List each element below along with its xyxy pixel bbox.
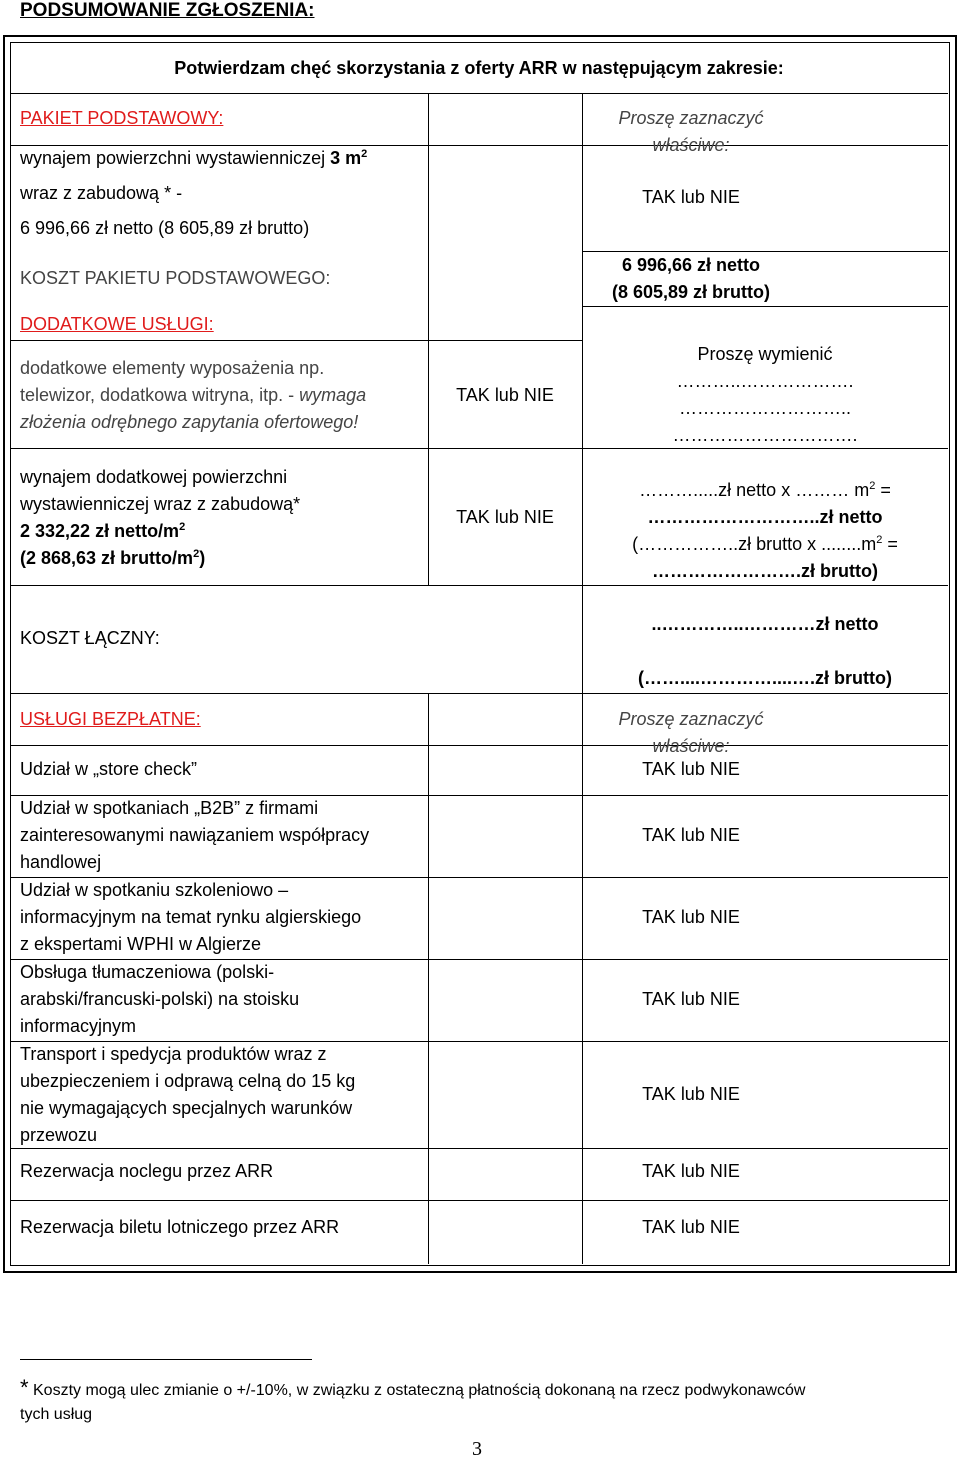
grid-line bbox=[10, 340, 582, 341]
free-row-line: Udział w spotkaniu szkoleniowo – bbox=[20, 880, 289, 900]
basic-package-title: PAKIET PODSTAWOWY: bbox=[20, 108, 224, 128]
free-row-choice[interactable]: TAK lub NIE bbox=[642, 907, 740, 927]
additional-title: DODATKOWE USŁUGI: bbox=[20, 314, 214, 334]
basic-cost-net: 6 996,66 zł netto bbox=[621, 255, 761, 275]
free-row-training bbox=[20, 877, 361, 958]
page-title: PODSUMOWANIE ZGŁOSZENIA: bbox=[20, 0, 315, 21]
free-row-line: arabski/francuski-polski) na stoisku bbox=[20, 989, 300, 1009]
basic-cost-label: KOSZT PAKIETU PODSTAWOWEGO: bbox=[20, 268, 331, 288]
extra-space-calc1[interactable]: ……….....zł netto x ……… $m^2$ = bbox=[639, 480, 891, 500]
free-row-line: zainteresowanymi nawiązaniem współpracy bbox=[20, 825, 370, 845]
free-row-line: nie wymagających specjalnych warunków bbox=[20, 1098, 353, 1118]
extra-space-calc3[interactable]: (……………..zł brutto x $........m^2$ = bbox=[632, 534, 898, 554]
grid-line bbox=[10, 693, 948, 694]
total-net[interactable]: ..…………..…………zł netto bbox=[651, 614, 879, 634]
total-gross[interactable]: (……....…………....….zł brutto) bbox=[638, 668, 892, 688]
footnote-line1: Koszty mogą ulec zmianie o +/-10%, w związku z ostateczną płatnością dokonaną na rzecz podwykonawców bbox=[28, 1382, 806, 1399]
free-row-line: handlowej bbox=[20, 852, 102, 872]
free-row-accommodation: Rezerwacja noclegu przez ARR bbox=[20, 1161, 274, 1181]
equipment-line1: dodatkowe elementy wyposażenia np. bbox=[20, 358, 325, 378]
basic-line2: wraz z zabudową * - bbox=[20, 183, 183, 203]
free-row-store-check: Udział w „store check” bbox=[20, 759, 198, 779]
grid-line bbox=[10, 585, 948, 586]
free-row-line: przewozu bbox=[20, 1125, 98, 1145]
free-row-line: Udział w spotkaniach „B2B” z firmami bbox=[20, 798, 319, 818]
equipment-dots-1[interactable]: ………..………………. bbox=[676, 371, 854, 391]
basic-choice[interactable]: TAK lub NIE bbox=[642, 187, 740, 207]
free-row-choice[interactable]: TAK lub NIE bbox=[642, 1084, 740, 1104]
free-row-choice[interactable]: TAK lub NIE bbox=[642, 825, 740, 845]
extra-space-line3: 2 332,22 zł netto/$m^2$ bbox=[20, 521, 186, 541]
free-row-choice[interactable]: TAK lub NIE bbox=[642, 1161, 740, 1181]
grid-line bbox=[10, 745, 948, 746]
intro-text: Potwierdzam chęć skorzystania z oferty ARR w następującym zakresie: bbox=[174, 58, 784, 78]
free-row-line: Obsługa tłumaczeniowa (polski- bbox=[20, 962, 275, 982]
grid-line bbox=[582, 306, 948, 307]
equipment-specify-label: Proszę wymienić bbox=[697, 344, 833, 364]
grid-line bbox=[10, 1200, 948, 1201]
extra-space-line4: (2 868,63 zł brutto/$m^2$) bbox=[20, 548, 206, 568]
extra-space-calc2[interactable]: ………………………..zł netto bbox=[647, 507, 883, 527]
free-row-choice[interactable]: TAK lub NIE bbox=[642, 759, 740, 779]
free-row-flight: Rezerwacja biletu lotniczego przez ARR bbox=[20, 1217, 340, 1237]
free-row-b2b bbox=[20, 795, 369, 876]
basic-line3: 6 996,66 zł netto (8 605,89 zł brutto) bbox=[20, 218, 310, 238]
page-number: 3 bbox=[472, 1438, 482, 1460]
grid-line bbox=[428, 693, 429, 1264]
footnote bbox=[20, 1376, 945, 1427]
select-label: Proszę zaznaczyć właściwe: bbox=[618, 108, 764, 155]
equipment-dots-3[interactable]: …………………………. bbox=[672, 425, 858, 445]
free-row-line: informacyjnym bbox=[20, 1016, 137, 1036]
extra-space-line2: wystawienniczej wraz z zabudową* bbox=[20, 494, 301, 514]
equipment-line2: telewizor, dodatkowa witryna, itp. - wymaga bbox=[20, 385, 367, 405]
grid-line bbox=[10, 93, 948, 94]
equipment-line3: złożenia odrębnego zapytania ofertowego! bbox=[20, 412, 359, 432]
basic-cost-gross: (8 605,89 zł brutto) bbox=[611, 282, 771, 302]
free-services-title: USŁUGI BEZPŁATNE: bbox=[20, 709, 201, 729]
free-row-transport bbox=[20, 1041, 355, 1149]
free-row-line: ubezpieczeniem i odprawą celną do 15 kg bbox=[20, 1071, 356, 1091]
footnote-line2: tych usług bbox=[20, 1406, 93, 1423]
free-row-line: informacyjnym na temat rynku algierskiego bbox=[20, 907, 362, 927]
free-select-label: Proszę zaznaczyć właściwe: bbox=[618, 709, 764, 756]
free-row-choice[interactable]: TAK lub NIE bbox=[642, 1217, 740, 1237]
footnote-separator bbox=[20, 1359, 312, 1360]
extra-space-calc4[interactable]: …………………….zł brutto) bbox=[652, 561, 878, 581]
free-row-line: Transport i spedycja produktów wraz z bbox=[20, 1044, 327, 1064]
extra-space-line1: wynajem dodatkowej powierzchni bbox=[20, 467, 288, 487]
equipment-dots-2[interactable]: ……………………….. bbox=[678, 398, 851, 418]
footnote-star: * bbox=[20, 1375, 29, 1400]
extra-space-choice[interactable]: TAK lub NIE bbox=[456, 507, 554, 527]
free-row-line: z ekspertami WPHI w Algierze bbox=[20, 934, 262, 954]
basic-line1: wynajem powierzchni wystawienniczej 3 $m^2$ bbox=[20, 148, 368, 168]
equipment-choice[interactable]: TAK lub NIE bbox=[456, 385, 554, 405]
free-row-choice[interactable]: TAK lub NIE bbox=[642, 989, 740, 1009]
free-row-translation bbox=[20, 959, 299, 1040]
total-label: KOSZT ŁĄCZNY: bbox=[20, 628, 160, 648]
